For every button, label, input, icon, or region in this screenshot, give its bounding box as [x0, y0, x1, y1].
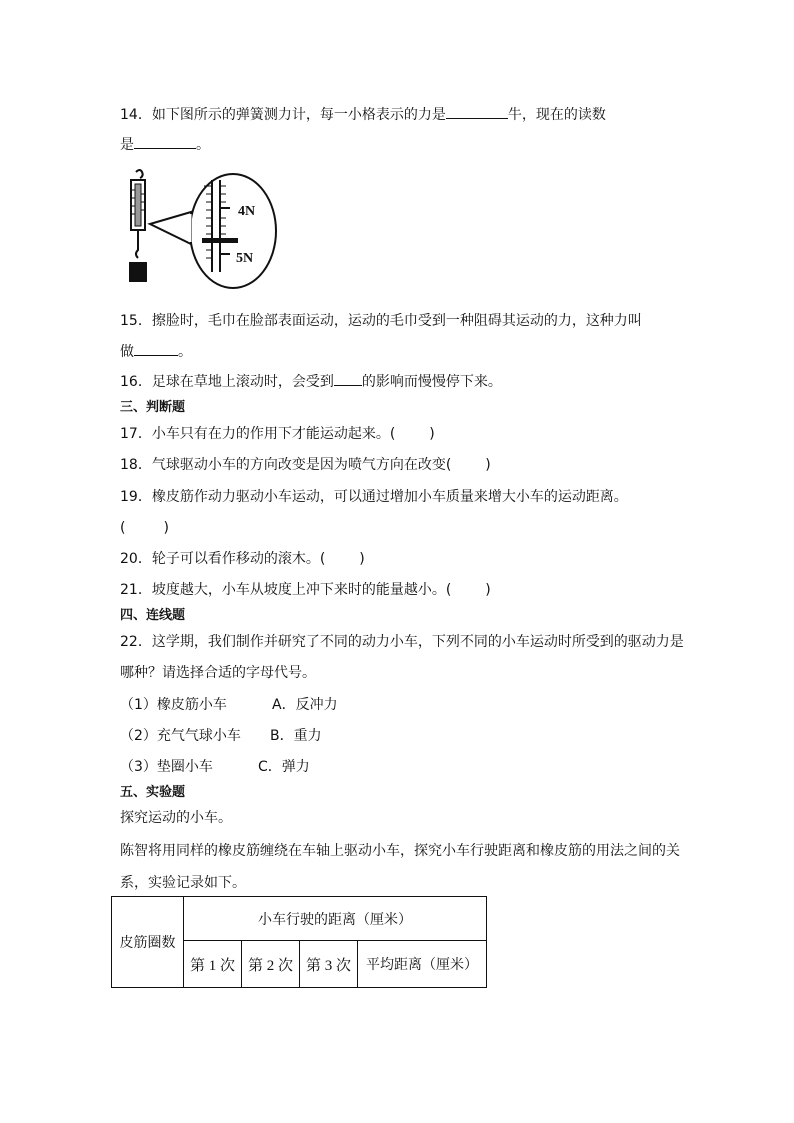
scale-label-4n: 4N [238, 204, 256, 219]
q21-text: 21．坡度越大，小车从坡度上冲下来时的能量越小。( [120, 582, 452, 598]
spring-scale-figure [120, 168, 280, 294]
q17-line [120, 424, 435, 444]
q14-text-after: 牛，现在的读数 [507, 107, 606, 123]
q14-text-2-after: 。 [196, 137, 210, 153]
q19-paren-close: ) [163, 520, 169, 536]
q17-text: 17．小车只有在力的作用下才能运动起来。( [120, 426, 396, 442]
q22-line1 [120, 632, 684, 652]
q15-text: 15．擦脸时，毛巾在脸部表面运动，运动的毛巾受到一种阻碍其运动的力，这种力叫 [120, 313, 642, 329]
section-title-3: 三、判断题 [120, 400, 186, 415]
table-row-header: 皮筋圈数 [112, 897, 184, 988]
match-right-2[interactable]: B．重力 [270, 728, 322, 744]
match-row-2 [120, 726, 322, 746]
exp-line1: 陈智将用同样的橡皮筋缠绕在车轴上驱动小车，探究小车行驶距离和橡皮筋的用法之间的关 [120, 843, 680, 859]
table-col-4: 平均距离（厘米） [358, 941, 487, 988]
match-left-3[interactable]: （3）垫圈小车 [120, 759, 213, 775]
scale-label-5n: 5N [236, 251, 254, 266]
q22-text-1: 22．这学期，我们制作并研究了不同的动力小车，下列不同的小车运动时所受到的驱动力是 [120, 634, 684, 650]
q21-paren-close: ) [485, 582, 491, 598]
q14-blank-1[interactable] [446, 104, 508, 119]
q14-text-2-before: 是 [120, 137, 134, 153]
q14-line2 [120, 134, 210, 155]
match-left-2[interactable]: （2）充气气球小车 [120, 728, 241, 744]
experiment-table [111, 896, 487, 988]
exp-line2: 系，实验记录如下。 [120, 875, 246, 891]
q19-text: 19．橡皮筋作动力驱动小车运动，可以通过增加小车质量来增大小车的运动距离。 [120, 489, 628, 505]
exp-title: 探究运动的小车。 [120, 810, 232, 826]
q22-line2 [120, 663, 316, 683]
q14-blank-2[interactable] [134, 134, 196, 149]
section-title-4: 四、连线题 [120, 608, 186, 623]
table-col-1: 第 1 次 [184, 941, 242, 988]
q16-blank[interactable] [334, 371, 362, 386]
q17-paren-close: ) [429, 426, 435, 442]
q15-text-before: 做 [120, 344, 134, 360]
q15-line1 [120, 311, 642, 331]
q14-text-before: 14．如下图所示的弹簧测力计，每一小格表示的力是 [120, 107, 446, 123]
q18-text: 18．气球驱动小车的方向改变是因为喷气方向在改变( [120, 457, 452, 473]
q18-paren-close: ) [485, 457, 491, 473]
q19-line1 [120, 487, 628, 507]
q20-text: 20．轮子可以看作移动的滚木。( [120, 551, 326, 567]
q18-line [120, 455, 491, 475]
match-right-3[interactable]: C．弹力 [258, 759, 310, 775]
q20-line [120, 549, 365, 569]
q19-paren-open: ( [120, 520, 126, 536]
table-col-3: 第 3 次 [300, 941, 358, 988]
section-title-5: 五、实验题 [120, 785, 186, 800]
q22-text-2: 哪种？请选择合适的字母代号。 [120, 665, 316, 681]
q15-line2 [120, 341, 192, 362]
q16-line [120, 371, 502, 392]
q20-paren-close: ) [359, 551, 365, 567]
match-row-3 [120, 757, 310, 777]
match-right-1[interactable]: A．反冲力 [272, 697, 338, 713]
q14-line1 [120, 104, 606, 125]
table-col-2: 第 2 次 [242, 941, 300, 988]
q19-line2 [120, 518, 169, 538]
q15-blank[interactable] [134, 341, 178, 356]
q15-text-after: 。 [178, 344, 192, 360]
q16-text-after: 的影响而慢慢停下来。 [361, 374, 502, 390]
q16-text-before: 16．足球在草地上滚动时，会受到 [120, 374, 334, 390]
match-row-1 [120, 695, 338, 715]
q21-line [120, 580, 491, 600]
match-left-1[interactable]: （1）橡皮筋小车 [120, 697, 227, 713]
table-group-header: 小车行驶的距离（厘米） [184, 897, 487, 941]
